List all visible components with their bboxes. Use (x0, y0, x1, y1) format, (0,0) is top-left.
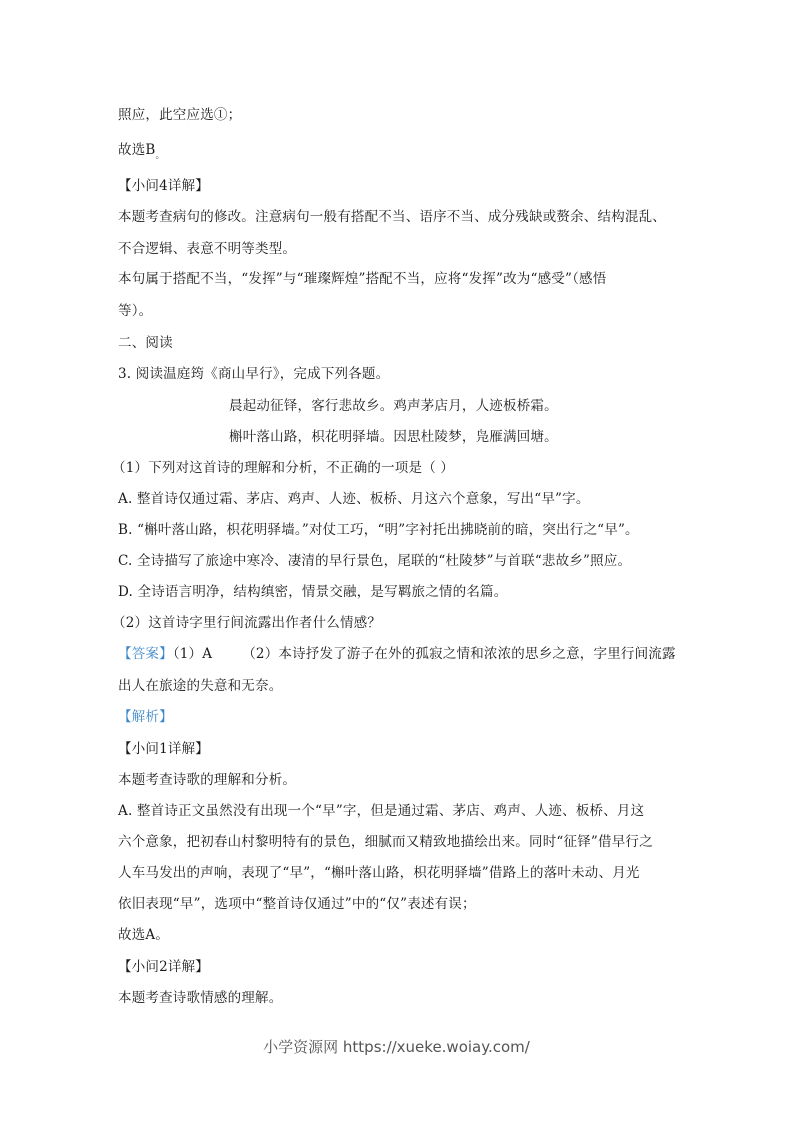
text-line: 不合逻辑、表意不明等类型。 (118, 241, 297, 257)
section-heading: 【小问1详解】 (118, 741, 209, 757)
option-d: D. 全诗语言明净，结构缜密，情景交融，是写羁旅之情的名篇。 (118, 584, 508, 600)
answer-continuation: 出人在旅途的失意和无奈。 (118, 678, 283, 694)
text-line: A. 整首诗正文虽然没有出现一个“早”字，但是通过霜、茅店、鸡声、人迹、板桥、月这 (118, 803, 645, 819)
sub-question-2: （2）这首诗字里行间流露出作者什么情感？ (112, 615, 382, 631)
poem-line: 槲叶落山路，枳花明驿墙。因思杜陵梦，凫雁满回塘。 (229, 429, 558, 445)
answer-part-2: （2）本诗抒发了游子在外的孤寂之情和浓浓的思乡之意，字里行间流露 (242, 646, 676, 662)
text-line: 本题考查病句的修改。注意病句一般有搭配不当、语序不当、成分残缺或赘余、结构混乱、 (118, 209, 666, 225)
text-line: 人车马发出的声响，表现了“早”，“槲叶落山路，枳花明驿墙”借路上的落叶未动、月光 (118, 865, 640, 881)
question-stem: 3. 阅读温庭筠《商山早行》，完成下列各题。 (118, 366, 390, 382)
text-line: 六个意象，把初春山村黎明特有的景色，细腻而又精致地描绘出来。同时“征铎”借早行之 (118, 834, 653, 850)
footer-watermark: 小学资源网 https://xueke.woiay.com/ (263, 1038, 530, 1056)
text-line: 等）。 (118, 303, 153, 319)
analysis-label: 【解析】 (118, 709, 173, 725)
option-b: B. “槲叶落山路，枳花明驿墙。”对仗工巧，“明”字衬托出拂晓前的暗，突出行之“早”。 (118, 522, 639, 538)
sub-question-1: （1）下列对这首诗的理解和分析，不正确的一项是（ ） (112, 460, 455, 476)
period-mark: 。 (155, 151, 165, 161)
section-heading: 【小问2详解】 (118, 959, 209, 975)
answer-line (118, 645, 676, 663)
text-line: 本题考查诗歌的理解和分析。 (118, 772, 297, 788)
part-heading: 二、阅读 (118, 335, 173, 351)
text-line: 本句属于搭配不当，“发挥”与“璀璨辉煌”搭配不当，应将“发挥”改为“感受”（感悟 (118, 271, 607, 287)
text-line: 故选A。 (118, 927, 170, 943)
option-c: C. 全诗描写了旅途中寒冷、凄清的早行景色，尾联的“杜陵梦”与首联“悲故乡”照应。 (118, 553, 632, 569)
text-line: 照应，此空应选①； (118, 107, 242, 123)
text-line (118, 141, 165, 165)
conclusion-text: 故选B (118, 142, 156, 158)
text-line: 依旧表现“早”，选项中“整首诗仅通过”中的“仅”表述有误； (118, 896, 476, 912)
answer-label: 【答案】 (118, 646, 173, 662)
poem-line: 晨起动征铎，客行悲故乡。鸡声茅店月，人迹板桥霜。 (229, 398, 558, 414)
text-line: 本题考查诗歌情感的理解。 (118, 990, 283, 1006)
option-a: A. 整首诗仅通过霜、茅店、鸡声、人迹、板桥、月这六个意象，写出“早”字。 (118, 491, 590, 507)
answer-part-1: （1）A (172, 646, 213, 662)
section-heading: 【小问4详解】 (118, 178, 209, 194)
